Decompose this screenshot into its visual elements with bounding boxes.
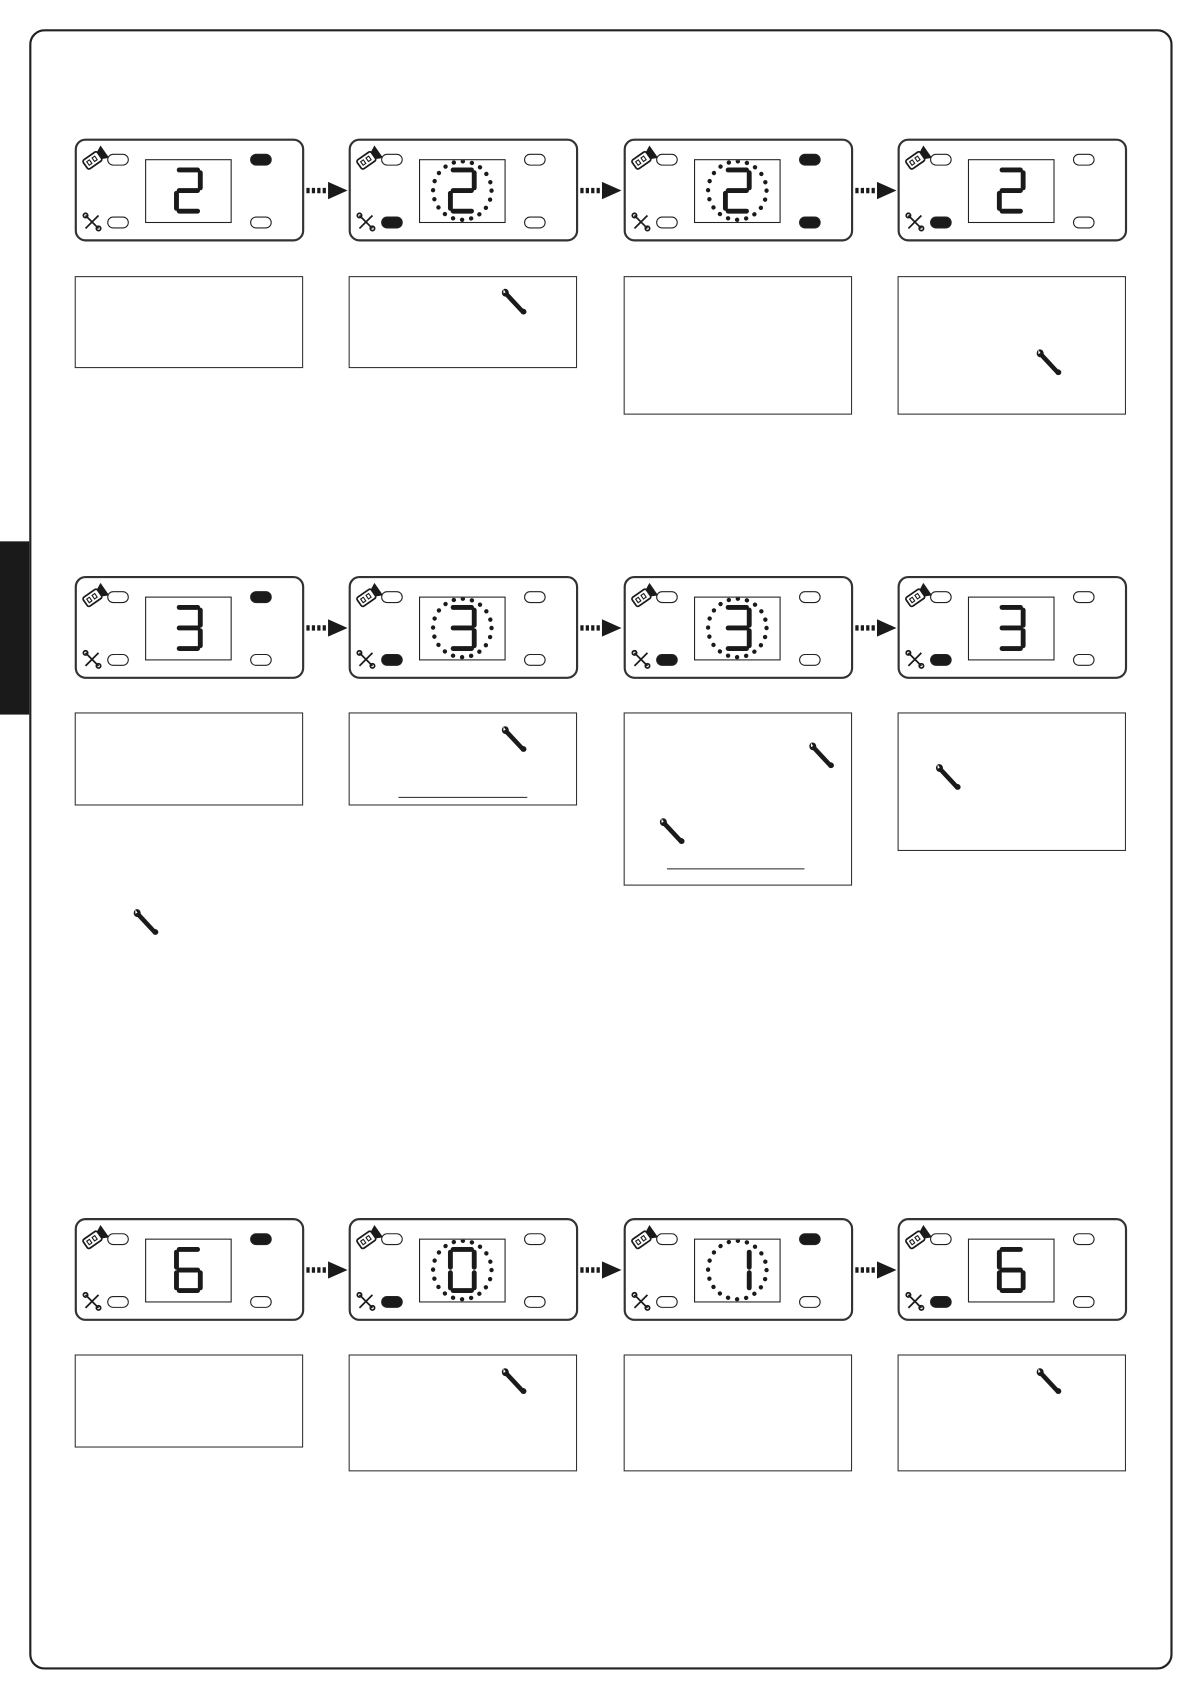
control-panel <box>349 139 579 242</box>
description-box <box>75 276 303 368</box>
led-settings <box>381 217 403 229</box>
led-bottom-right <box>250 217 272 229</box>
arrow-icon <box>853 1258 898 1287</box>
control-panel <box>349 576 579 679</box>
led-remote <box>656 591 678 603</box>
remote-control-icon <box>353 145 383 179</box>
description-box <box>624 276 852 415</box>
seven-segment-display <box>968 1239 1055 1303</box>
led-settings <box>930 217 952 229</box>
led-top-right <box>250 591 272 603</box>
led-settings <box>656 1296 678 1308</box>
led-top-right <box>799 1233 821 1245</box>
remote-control-icon <box>79 145 109 179</box>
seven-segment-display <box>419 1239 506 1303</box>
wrench-icon <box>631 650 650 675</box>
led-bottom-right <box>524 1296 546 1308</box>
led-remote <box>656 154 678 166</box>
seven-segment-display <box>694 597 781 661</box>
remote-control-icon <box>353 1225 383 1259</box>
wrench-icon <box>82 650 101 675</box>
led-bottom-right <box>799 654 821 666</box>
control-panel <box>75 139 305 242</box>
remote-control-icon <box>628 1225 658 1259</box>
led-settings <box>656 217 678 229</box>
description-box <box>349 1354 577 1471</box>
led-bottom-right <box>1073 217 1095 229</box>
control-panel <box>624 139 854 242</box>
led-bottom-right <box>1073 1296 1095 1308</box>
remote-control-icon <box>628 582 658 616</box>
seven-segment-display <box>694 159 781 223</box>
led-remote <box>930 591 952 603</box>
wrench-icon <box>356 650 375 675</box>
led-settings <box>930 654 952 666</box>
underline <box>398 797 527 798</box>
led-settings <box>656 654 678 666</box>
description-box <box>624 1354 852 1471</box>
seven-segment-display <box>145 597 232 661</box>
led-bottom-right <box>1073 654 1095 666</box>
control-panel <box>898 139 1128 242</box>
remote-control-icon <box>902 145 932 179</box>
wrench-icon <box>631 1292 650 1317</box>
led-top-right <box>1073 591 1095 603</box>
wrench-icon <box>356 212 375 237</box>
led-bottom-right <box>250 1296 272 1308</box>
led-settings <box>107 1296 129 1308</box>
wrench-icon <box>1035 1366 1063 1402</box>
arrow-icon <box>578 179 623 208</box>
wrench-icon <box>500 287 528 323</box>
side-tab <box>0 541 29 714</box>
wrench-icon <box>500 724 528 760</box>
arrow-icon <box>304 179 349 208</box>
led-bottom-right <box>524 654 546 666</box>
led-settings <box>381 654 403 666</box>
remote-control-icon <box>79 582 109 616</box>
control-panel <box>898 576 1128 679</box>
led-top-right <box>250 154 272 166</box>
control-panel <box>75 576 305 679</box>
remote-control-icon <box>79 1225 109 1259</box>
description-box <box>624 712 852 885</box>
wrench-icon <box>82 1292 101 1317</box>
remote-control-icon <box>628 145 658 179</box>
led-remote <box>107 1233 129 1245</box>
description-box <box>349 276 577 368</box>
seven-segment-display <box>145 159 232 223</box>
arrow-icon <box>578 1258 623 1287</box>
arrow-icon <box>304 616 349 645</box>
wrench-icon <box>905 1292 924 1317</box>
led-bottom-right <box>524 217 546 229</box>
wrench-icon <box>905 212 924 237</box>
arrow-icon <box>853 616 898 645</box>
led-settings <box>107 654 129 666</box>
led-top-right <box>1073 154 1095 166</box>
remote-control-icon <box>353 582 383 616</box>
wrench-icon <box>808 741 836 777</box>
description-box <box>75 1354 303 1447</box>
description-box <box>898 276 1126 415</box>
led-top-right <box>524 154 546 166</box>
led-bottom-right <box>799 217 821 229</box>
led-top-right <box>1073 1233 1095 1245</box>
led-remote <box>107 591 129 603</box>
led-settings <box>381 1296 403 1308</box>
control-panel <box>624 576 854 679</box>
seven-segment-display <box>145 1239 232 1303</box>
seven-segment-display <box>968 159 1055 223</box>
description-box <box>349 712 577 805</box>
seven-segment-display <box>694 1239 781 1303</box>
led-remote <box>930 1233 952 1245</box>
wrench-icon <box>1035 348 1063 384</box>
led-remote <box>381 154 403 166</box>
remote-control-icon <box>902 1225 932 1259</box>
wrench-icon <box>905 650 924 675</box>
wrench-icon <box>934 762 962 798</box>
description-box <box>898 712 1126 851</box>
blink-dots <box>708 1241 766 1299</box>
led-remote <box>930 154 952 166</box>
control-panel <box>349 1218 579 1321</box>
led-remote <box>381 1233 403 1245</box>
control-panel <box>75 1218 305 1321</box>
led-bottom-right <box>250 654 272 666</box>
led-remote <box>656 1233 678 1245</box>
arrow-icon <box>853 179 898 208</box>
seven-segment-display <box>968 597 1055 661</box>
control-panel <box>624 1218 854 1321</box>
led-top-right <box>799 591 821 603</box>
underline <box>667 868 805 869</box>
led-remote <box>107 154 129 166</box>
led-top-right <box>799 154 821 166</box>
wrench-icon <box>82 212 101 237</box>
led-settings <box>930 1296 952 1308</box>
led-settings <box>107 217 129 229</box>
led-top-right <box>250 1233 272 1245</box>
wrench-icon <box>356 1292 375 1317</box>
remote-control-icon <box>902 582 932 616</box>
wrench-icon <box>658 816 686 852</box>
arrow-icon <box>578 616 623 645</box>
led-bottom-right <box>799 1296 821 1308</box>
wrench-icon <box>631 212 650 237</box>
led-top-right <box>524 591 546 603</box>
wrench-icon <box>132 907 160 943</box>
arrow-icon <box>304 1258 349 1287</box>
led-remote <box>381 591 403 603</box>
wrench-icon <box>500 1366 528 1402</box>
description-box <box>75 712 303 805</box>
seven-segment-display <box>419 159 506 223</box>
seven-segment-display <box>419 597 506 661</box>
description-box <box>898 1354 1126 1471</box>
control-panel <box>898 1218 1128 1321</box>
led-top-right <box>524 1233 546 1245</box>
